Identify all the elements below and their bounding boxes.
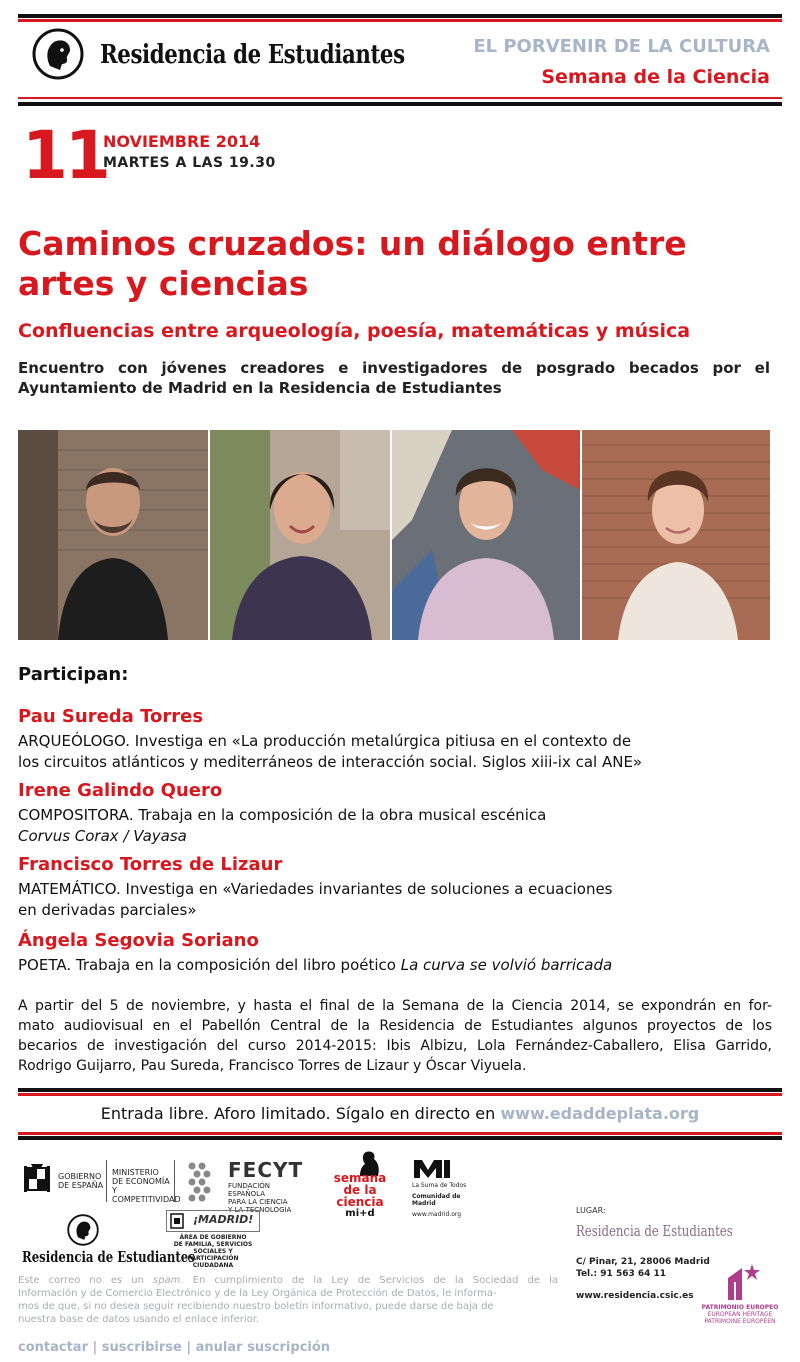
participant-text: . Trabaja en la composición de la obra musical escénica xyxy=(128,806,547,824)
heritage-line: EUROPEAN HERITAGE xyxy=(707,1311,773,1318)
participant-3 xyxy=(18,854,778,921)
contact-link[interactable]: contactar xyxy=(18,1340,88,1355)
comunidad-line: La Suma de Todos xyxy=(412,1182,467,1189)
top-rule-black xyxy=(18,14,782,18)
area-line: ÁREA DE GOBIERNO xyxy=(179,1234,247,1241)
participant-desc xyxy=(18,879,778,921)
date-month-year: NOVIEMBRE 2014 xyxy=(103,132,261,151)
entry-rule-bottom-red xyxy=(18,1132,782,1135)
participant-text: . Investiga en «Variedades invariantes de soluciones a ecuaciones xyxy=(115,880,613,898)
event-title-line2: artes y ciencias xyxy=(18,264,309,303)
disclaimer xyxy=(18,1274,558,1326)
ministerio-text xyxy=(112,1168,181,1204)
participant-work-title: Corvus Corax / Vayasa xyxy=(18,827,187,845)
ministerio-line: MINISTERIO xyxy=(112,1168,159,1177)
participant-desc xyxy=(18,731,778,773)
disclaimer-spam: spam xyxy=(152,1275,181,1286)
event-intro-line2: Ayuntamiento de Madrid en la Residencia de Estudiantes xyxy=(18,379,502,397)
participant-role: COMPOSITORA xyxy=(18,806,129,824)
link-separator: | xyxy=(92,1340,98,1355)
comunidad-line: Comunidad de Madrid xyxy=(412,1193,461,1207)
venue-website[interactable]: www.residencia.csic.es xyxy=(576,1291,694,1301)
gobierno-line: DE ESPAÑA xyxy=(58,1181,104,1190)
semana-ciencia-logo xyxy=(322,1150,398,1219)
madrid-m-icon xyxy=(412,1158,452,1180)
participant-1 xyxy=(18,706,778,773)
participant-text: en derivadas parciales» xyxy=(18,901,197,919)
link-separator: | xyxy=(186,1340,192,1355)
disclaimer-line: nuestra base de datos usando el enlace inferior. xyxy=(18,1314,260,1325)
fecyt-logo xyxy=(186,1158,306,1214)
participant-role: ARQUEÓLOGO xyxy=(18,732,126,750)
unsubscribe-link[interactable]: anular suscripción xyxy=(195,1340,331,1355)
fecyt-dots-icon xyxy=(186,1160,214,1202)
patrimonio-europeo-logo xyxy=(700,1262,780,1332)
area-gobierno-text xyxy=(168,1234,258,1269)
madrid-crest-icon xyxy=(170,1213,184,1229)
event-subtitle: Confluencias entre arqueología, poesía, matemáticas y música xyxy=(18,320,691,342)
disclaimer-line: Información y de Comercio Electrónico y de la Ley Orgánica de Protección de Datos, le informa- xyxy=(18,1288,497,1299)
ayuntamiento-madrid-logo xyxy=(166,1210,258,1268)
comunidad-line: www.madrid.org xyxy=(412,1211,462,1218)
exhibition-line: mato audiovisual en el Pabellón Central de la Residencia de Estudiantes algunos proyectos de los xyxy=(18,1018,772,1034)
residencia-head-icon xyxy=(66,1214,100,1246)
venue-phone: Tel.: 91 563 64 11 xyxy=(576,1269,667,1279)
event-title-line1: Caminos cruzados: un diálogo entre xyxy=(18,224,687,263)
participant-name: Ángela Segovia Soriano xyxy=(18,930,259,951)
semana-line: mi+d xyxy=(345,1208,375,1219)
ministerio-line: Y COMPETITIVIDAD xyxy=(112,1186,181,1204)
exhibition-line: Rodrigo Guijarro, Pau Sureda, Francisco Torres de Lizaur y Óscar Viyuela. xyxy=(18,1058,527,1074)
semana-line: semana xyxy=(333,1171,387,1185)
participant-text: . Trabaja en la composición del libro poético xyxy=(66,956,401,974)
heritage-text xyxy=(700,1304,780,1325)
participant-name: Francisco Torres de Lizaur xyxy=(18,854,283,875)
madrid-text: ¡MADRID! xyxy=(193,1213,254,1226)
participant-photo-4 xyxy=(582,430,770,640)
participant-name: Pau Sureda Torres xyxy=(18,706,204,727)
date-day: 11 xyxy=(22,117,108,194)
event-intro-line1: Encuentro con jóvenes creadores e investigadores de posgrado becados por el xyxy=(18,359,770,377)
entry-rule-top-black xyxy=(18,1088,782,1092)
coat-of-arms-icon xyxy=(22,1162,52,1198)
exhibition-line: becarios de investigación del curso 2014-2015: Ibis Albizu, Lola Fernández-Caballero, Elisa Garrido, xyxy=(18,1038,772,1054)
gobierno-line: GOBIERNO xyxy=(58,1172,102,1181)
exhibition-line: A partir del 5 de noviembre, y hasta el final de la Semana de la Ciencia 2014, se expondrán en for- xyxy=(18,998,772,1014)
heritage-line: PATRIMONIO EUROPEO xyxy=(701,1304,779,1311)
subscribe-link[interactable]: suscribirse xyxy=(101,1340,182,1355)
fecyt-line: FUNDACIÓN ESPAÑOLA xyxy=(228,1182,271,1198)
area-line: SOCIALES Y PARTICIPACIÓN xyxy=(187,1248,239,1262)
disclaimer-line xyxy=(18,1274,558,1287)
participant-text: los circuitos atlánticos y mediterráneos de interacción social. Siglos xiii-ix cal ANE» xyxy=(18,753,643,771)
entry-rule-bottom-black xyxy=(18,1136,782,1140)
area-line: DE FAMILIA, SERVICIOS xyxy=(173,1241,253,1248)
series-label: EL PORVENIR DE LA CULTURA xyxy=(473,36,770,57)
event-title xyxy=(18,224,687,304)
heritage-star-icon xyxy=(722,1262,762,1302)
disclaimer-text: . En cumplimiento de la Ley de Servicios de la Sociedad de la xyxy=(180,1275,559,1286)
header-rule-red xyxy=(18,97,782,99)
live-stream-link[interactable]: www.edaddeplata.org xyxy=(500,1104,700,1123)
participant-desc xyxy=(18,955,778,976)
semana-line: de la ciencia xyxy=(336,1183,384,1209)
fecyt-title: FECYT xyxy=(228,1158,304,1182)
venue-name: Residencia de Estudiantes xyxy=(576,1222,733,1240)
participant-2 xyxy=(18,780,778,847)
participant-photo-1 xyxy=(18,430,208,640)
heritage-line: PATRIMOINE EUROPÉEN xyxy=(704,1318,776,1325)
participants-heading: Participan: xyxy=(18,664,129,685)
participant-role: POETA xyxy=(18,956,67,974)
participant-4 xyxy=(18,930,778,976)
entry-rule-top-red xyxy=(18,1093,782,1096)
top-rule-red xyxy=(18,19,782,22)
comunidad-madrid-logo xyxy=(412,1158,472,1218)
venue-address: C/ Pinar, 21, 28006 Madrid xyxy=(576,1257,710,1267)
participant-photo-3 xyxy=(392,430,580,640)
participant-photo-2 xyxy=(210,430,390,640)
fecyt-line: PARA LA CIENCIA xyxy=(228,1198,288,1206)
event-intro xyxy=(18,358,770,398)
comunidad-text xyxy=(412,1182,472,1218)
venue-label: LUGAR: xyxy=(576,1206,606,1215)
semana-text xyxy=(322,1172,398,1220)
ministerio-line: DE ECONOMÍA xyxy=(112,1177,170,1186)
event-series: Semana de la Ciencia xyxy=(541,66,770,88)
area-line: CIUDADANA xyxy=(192,1262,234,1269)
venue-contact xyxy=(576,1256,710,1302)
participant-text: . Investiga en «La producción metalúrgica pitiusa en el contexto de xyxy=(125,732,632,750)
residencia-small-logo xyxy=(22,1214,195,1270)
disclaimer-line: mos de que, si no desea seguir recibiendo nuestro boletín informativo, puede darse de baja de xyxy=(18,1301,494,1312)
footer-links xyxy=(18,1340,330,1355)
entry-text: Entrada libre. Aforo limitado. Sígalo en directo en xyxy=(100,1104,501,1123)
logo-divider xyxy=(106,1160,107,1202)
entry-line xyxy=(0,1104,800,1123)
date-time: MARTES A LAS 19.30 xyxy=(103,155,276,171)
gobierno-logo xyxy=(22,1160,181,1204)
participant-work-title: La curva se volvió barricada xyxy=(400,956,613,974)
series-title xyxy=(473,36,770,57)
disclaimer-text: Este correo no es un xyxy=(18,1275,153,1286)
exhibition-paragraph xyxy=(18,996,772,1076)
participant-name: Irene Galindo Quero xyxy=(18,780,223,801)
residencia-small-title: Residencia de Estudiantes xyxy=(22,1248,195,1266)
gobierno-text xyxy=(58,1172,103,1190)
participant-role: MATEMÁTICO xyxy=(18,880,116,898)
residencia-logo-icon xyxy=(32,28,84,80)
brand-title[interactable]: Residencia de Estudiantes xyxy=(100,40,405,70)
header-rule-black xyxy=(18,102,782,106)
madrid-banner xyxy=(166,1210,260,1232)
fecyt-line: Y LA TECNOLOGÍA xyxy=(228,1206,292,1214)
participant-desc xyxy=(18,805,778,847)
